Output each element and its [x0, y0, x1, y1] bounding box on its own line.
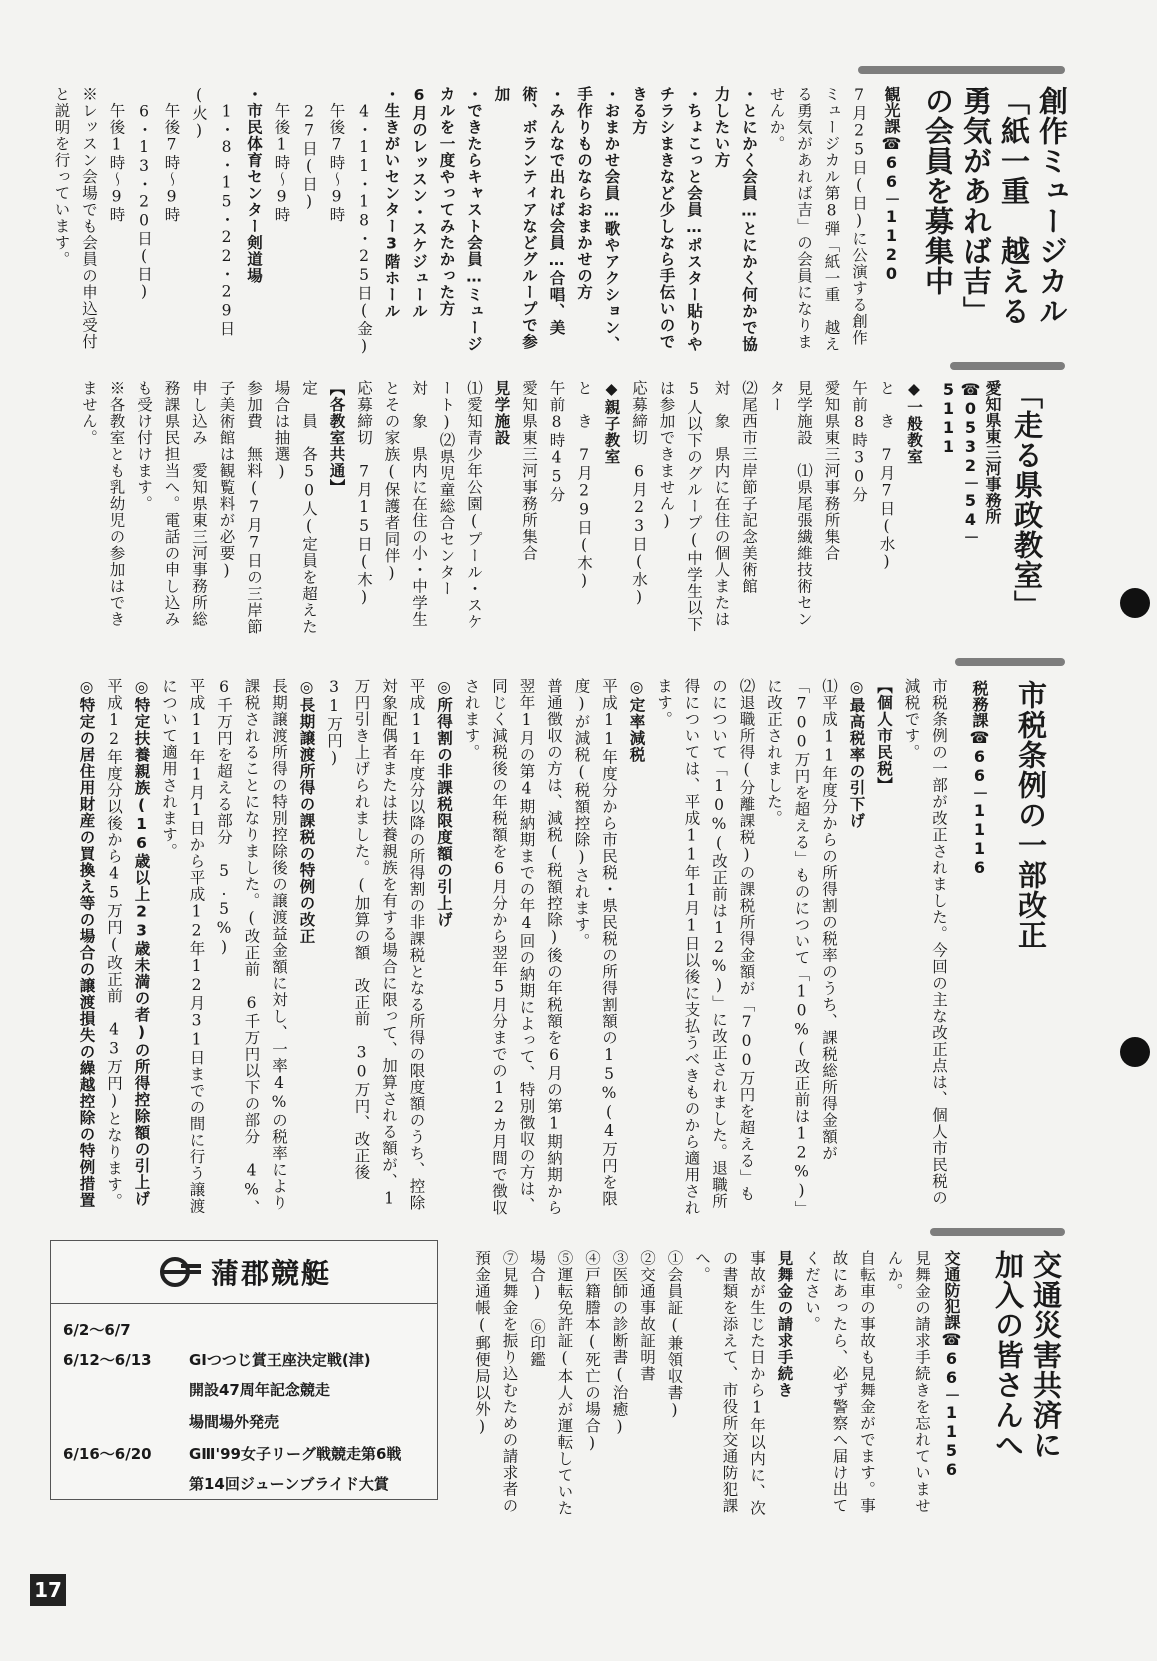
paragraph: ⑦見舞金を振り込むための請求者の預金通帳(郵便局以外): [473, 1250, 519, 1514]
paragraph: 午後7時～9時: [162, 86, 181, 223]
race-name: 開設47周年記念競走: [189, 1381, 330, 1399]
binder-hole: [1120, 1037, 1150, 1067]
paragraph: ⑵尾西市三岸節子記念美術館: [740, 380, 758, 595]
paragraph: 普通徴収の方は、減税(税額控除)後の年税額を6月の第1期納期から翌年1月の第4期納期までの年4回の納期によって、特別徴収の方は、同じく減税後の年税額を6月分から翌年5月分までの12カ月間で徴収されます。: [462, 678, 563, 1216]
paragraph: 6・13・20日(日): [135, 86, 153, 302]
paragraph: 自転車の事故も見舞金がでます。事故にあったら、必ず警察へ届け出てください。: [803, 1250, 876, 1514]
paragraph: 午後7時～9時: [327, 86, 346, 223]
paragraph: ⑵退職所得(分離課税)の課税所得金額が「700万円を超える」ものについて「10%(改正前は12%)」に改正されました。退職所得については、平成11年1月1日以後に支払うべきものから適用されます。: [655, 678, 756, 1216]
paragraph: ④戸籍謄本(死亡の場合): [583, 1250, 601, 1453]
boat-logo-text: 蒲郡競艇: [210, 1257, 331, 1290]
paragraph: ①会員証(兼領収書): [665, 1250, 684, 1420]
paragraph: と き 7月7日(水): [877, 380, 896, 572]
boat-race-box: [50, 1240, 438, 1500]
tax-contact: 税務課☎66－1116: [970, 680, 989, 877]
tax-body: [52, 678, 952, 1218]
race-name: GⅠつつじ賞王座決定戦(津): [189, 1351, 371, 1369]
paragraph: 1・8・15・22・29日(火): [190, 86, 236, 337]
paragraph: ◎所得割の非課税限度額の引上げ: [435, 678, 453, 928]
paragraph: ⑴平成11年度分からの所得割の税率のうち、課税総所得金額が「700万円を超える」ものについて「10%(改正前は12%)」に改正されました。: [765, 678, 838, 1217]
section-rule-kotsu: [930, 1228, 1065, 1236]
kotsu-contact: 交通防犯課☎66－1156: [942, 1250, 961, 1479]
paragraph: ◆一般教室: [905, 380, 923, 465]
paragraph: ◎特定扶養親族(16歳以上23歳未満の者)の所得控除額の引上げ: [132, 678, 151, 1207]
paragraph: 【各教室共通】: [327, 380, 346, 496]
paragraph: ◎長期譲渡所得の課税の特例の改正: [297, 678, 316, 945]
paragraph: 定 員 各50人(定員を超えた場合は抽選): [272, 380, 318, 635]
paragraph: ◎定率減税: [627, 678, 646, 763]
tax-title: 市税条例の一部改正: [1014, 680, 1048, 950]
kotsu-body: [440, 1250, 935, 1520]
paragraph: ※各教室とも乳幼児の参加はできません。: [80, 380, 126, 628]
paragraph: ⑴愛知青少年公園(プール・スケート)⑵県児童総合センター: [437, 380, 483, 630]
race-date: 6/12～6/13: [63, 1351, 152, 1369]
race-name: 場間場外発売: [189, 1413, 280, 1431]
paragraph: 見学施設: [492, 380, 511, 446]
kensei-contact: 愛知県東三河事務所☎0532－54－5111: [939, 380, 1002, 545]
paragraph: 応募締切 7月15日(木): [355, 380, 373, 607]
paragraph: 見舞金の請求手続きを忘れていませんか。: [885, 1250, 931, 1514]
kotsu-title: 交通災害共済に加入の皆さんへ: [991, 1250, 1063, 1460]
paragraph: 7月25日(日)に公演する創作ミュージカル第8弾「紙一重 越える勇気があれば吉」の会員になりませんか。: [767, 86, 868, 353]
paragraph: 午前8時30分: [850, 380, 868, 503]
paragraph: 市税条例の一部が改正されました。今回の主な改正点は、個人市民税の減税です。: [902, 678, 948, 1206]
paragraph: 平成11年度分から市民税・県民税の所得割額の15%(4万円を限度)が減税(税額控除)されます。: [572, 678, 618, 1207]
paragraph: 対 象 県内に在住の個人または5人以下のグループ(中学生以下は参加できません): [657, 380, 731, 633]
paragraph: 見学施設 ⑴県尾張繊維技術センター: [767, 380, 813, 628]
paragraph: 4・11・18・25日(金): [355, 86, 373, 356]
paragraph: と き 7月29日(木): [575, 380, 593, 591]
section-rule-kensei: [950, 362, 1065, 370]
paragraph: ※レッスン会場でも会員の申込受付と説明を行っています。: [52, 86, 98, 350]
paragraph: ・みんなで出れば会員…合唱、美術、ボランティアなどグループで参加: [492, 86, 566, 350]
paragraph: 事故が生じた日から1年以内に、次の書類を添えて、市役所交通防犯課へ。: [693, 1250, 766, 1517]
paragraph: 見舞金の請求手続き: [775, 1250, 794, 1399]
race-date: 6/2～6/7: [63, 1321, 131, 1339]
paragraph: 愛知県東三河事務所集合: [822, 380, 841, 562]
paragraph: 参加費 無料(7月7日の三岸節子美術館は観覧料が必要): [217, 380, 263, 635]
paragraph: 午後1時～9時: [107, 86, 126, 223]
paragraph: ・できたらキャスト会員…ミュージカルを一度やってみたかった方: [437, 86, 483, 353]
paragraph: 長期譲渡所得の特別控除後の譲渡益金額に対し、一率4%の税率により課税されることになりました。(改正前 6千万円以下の部分 4%、6千万円を超える部分 5.5%): [215, 678, 288, 1216]
paragraph: ・市民体育センター剣道場: [245, 86, 263, 284]
paragraph: ・生きがいセンター3階ホール: [382, 86, 401, 320]
paragraph: 愛知県東三河事務所集合: [520, 380, 538, 562]
race-date: 6/16～6/20: [63, 1445, 152, 1463]
paragraph: 午前8時45分: [547, 380, 566, 503]
paragraph: 応募締切 6月23日(水): [630, 380, 648, 607]
paragraph: ⑤運転免許証(本人が運転していた場合) ⑥印鑑: [528, 1250, 574, 1517]
paragraph: ◎特定の居住用財産の買換え等の場合の譲渡損失の繰越控除の特例措置: [77, 678, 96, 1209]
paragraph: ・とにかく会員…とにかく何かで協力したい方: [712, 86, 758, 353]
paragraph: 対 象 県内に在住の小・中学生とその家族(保護者同伴): [382, 380, 428, 628]
section-rule-musical: [858, 66, 1065, 74]
musical-contact: 観光課☎66－1120: [882, 86, 901, 283]
kensei-title: 「走る県政教室」: [1010, 380, 1044, 620]
paragraph: 平成11年1月1日から平成12年12月31日までの間に行う譲渡について適用されます。: [160, 678, 206, 1215]
musical-title: 創作ミュージカル「紙一重 越える勇気があれば吉」の会員を募集中: [921, 86, 1069, 326]
musical-body: [52, 86, 872, 356]
paragraph: 平成12年度分以後から45万円(改正前 43万円)となります。: [105, 678, 123, 1210]
kensei-body: [52, 380, 927, 640]
paragraph: ③医師の診断書(治癒): [610, 1250, 629, 1437]
paragraph: 午後1時～9時: [272, 86, 291, 223]
paragraph: ②交通事故証明書: [638, 1250, 656, 1382]
paragraph: 【個人市民税】: [875, 678, 893, 794]
race-name: GⅢ'99女子リーグ戦競走第6戦: [189, 1445, 402, 1463]
boat-logo: [51, 1241, 437, 1304]
paragraph: 平成11年度分以降の所得割の非課税となる所得の限度額のうち、控除対象配偶者または扶養親族を有する場合に限って、加算される額が、1万円引き上げられました。(加算の額 改正前 30万円、改正後 31万円): [325, 678, 426, 1211]
section-rule-tax: [955, 658, 1065, 666]
paragraph: 申し込み 愛知県東三河事務所総務課県民担当へ。電話の申し込みも受け付けます。: [135, 380, 208, 628]
paragraph: ◆親子教室: [602, 380, 621, 465]
paragraph: ・ちょこっと会員…ポスター貼りやチラシまきなど少しなら手伝いのできる方: [630, 86, 703, 353]
paragraph: 27日(日): [300, 86, 318, 212]
binder-hole: [1120, 588, 1150, 618]
page-number: 17: [30, 1574, 66, 1606]
paragraph: ◎最高税率の引下げ: [847, 678, 866, 829]
boat-logo-icon: [157, 1257, 203, 1287]
race-name: 第14回ジューンブライド大賞: [189, 1475, 389, 1493]
paragraph: 6月のレッスン・スケジュール: [410, 86, 428, 320]
paragraph: ・おまかせ会員…歌やアクション、手作りものならおまかせの方: [575, 86, 621, 353]
